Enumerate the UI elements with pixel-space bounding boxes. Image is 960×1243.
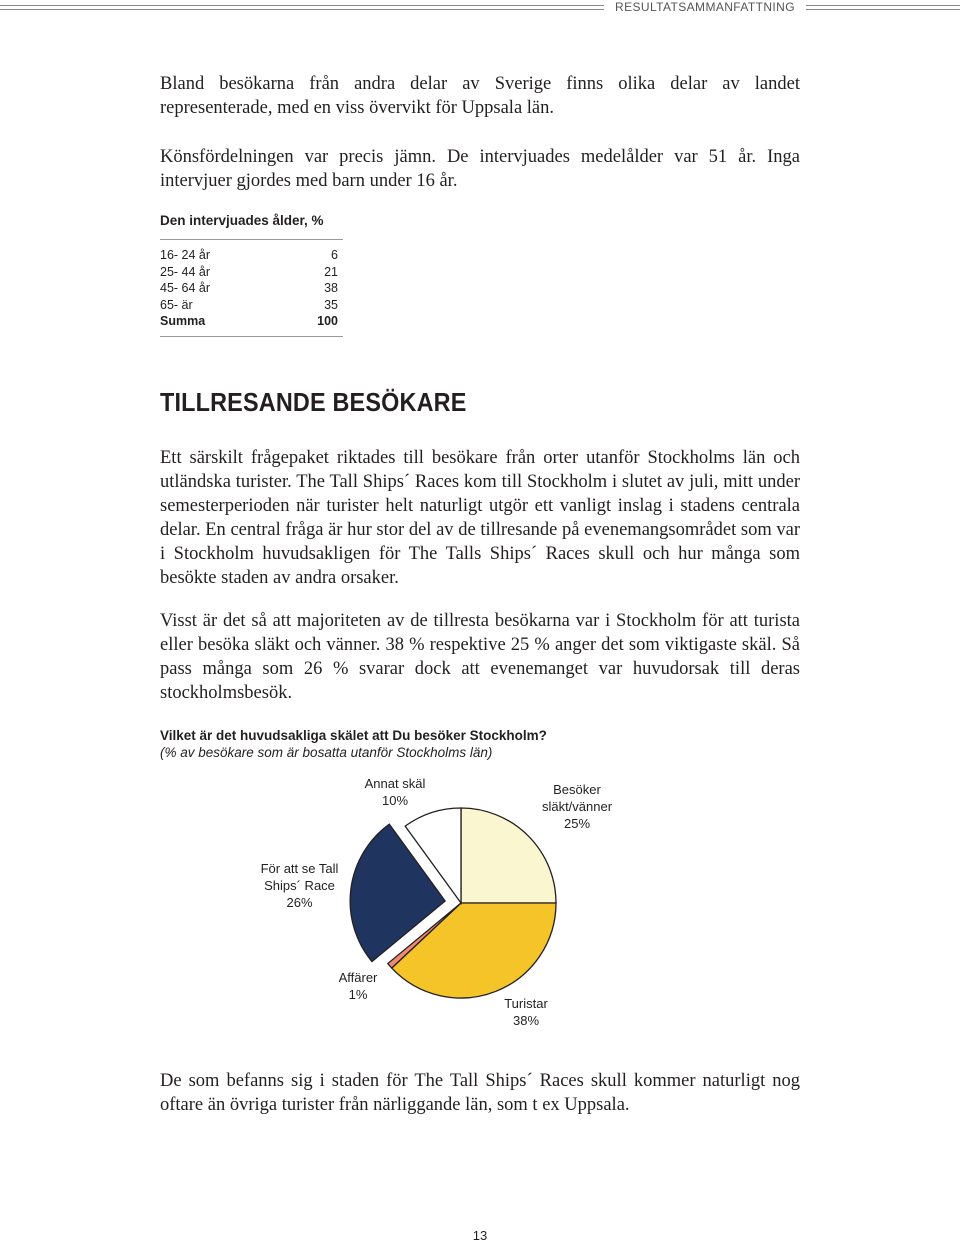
pie-label-slakt-pct: 25% (563, 816, 591, 831)
age-table-row-label: 25- 44 år (160, 265, 211, 279)
section-paragraph-1: Ett särskilt frågepaket riktades till besökare från orter utanför Stockholms län och utländska turister. The Tall Ships´ Races kom till Stockholm i slutet av juli, mitt under semesterperioden när turister helt naturligt utgör ett vanligt inslag i stadens centrala delar. En central fråga är hur stor del av de tillresande på evenemangsområdet som var i Stockholm huvudsakligen för The Talls Ships´ Races skull och hur många som besökte staden av andra orsaker. (160, 448, 800, 588)
age-table-title: Den intervjuades ålder, % (160, 213, 324, 228)
age-table-row-value: 35 (324, 298, 338, 312)
age-table-row-label: 16- 24 år (160, 248, 211, 262)
age-table-total-label: Summa (160, 314, 206, 328)
pie-label-slakt (522, 781, 632, 832)
pie-label-tallships-name-1: För att se Tall (260, 861, 339, 876)
pie-label-slakt-name-2: släkt/vänner (541, 799, 613, 814)
pie-label-annat-name: Annat skäl (364, 776, 426, 791)
pie-label-slakt-name-1: Besöker (553, 782, 601, 797)
pie-label-affarer (318, 969, 398, 1003)
age-table-row-label: 65- är (160, 298, 193, 312)
age-table-row-value: 38 (324, 281, 338, 295)
age-table-total-value: 100 (317, 314, 338, 328)
section-heading: TILLRESANDE BESÖKARE (160, 387, 467, 417)
pie-label-tallships-pct: 26% (286, 895, 313, 910)
pie-label-annat (345, 775, 445, 809)
pie-label-tallships-name-2: Ships´ Race (264, 878, 335, 893)
intro-paragraph-1: Bland besökarna från andra delar av Sverige finns olika delar av landet representerade, med en viss övervikt för Uppsala län. (160, 74, 800, 118)
page-number: 13 (472, 1228, 488, 1243)
pie-label-tallships (243, 860, 356, 911)
intro-paragraph-2: Könsfördelningen var precis jämn. De intervjuades medelålder var 51 år. Inga intervjuer gjordes med barn under 16 år. (160, 147, 800, 191)
pie-label-affarer-name: Affärer (338, 970, 378, 985)
chart-title: Vilket är det huvudsakliga skälet att Du besöker Stockholm? (160, 728, 547, 743)
pie-label-turistar-pct: 38% (512, 1013, 540, 1028)
chart-subtitle: (% av besökare som är bosatta utanför Stockholms län) (160, 745, 493, 760)
pie-label-turistar (486, 995, 566, 1029)
age-table-row-value: 6 (331, 248, 338, 262)
section-paragraph-3: De som befanns sig i staden för The Tall Ships´ Races skull kommer naturligt nog oftare än övriga turister från närliggande län, som t ex Uppsala. (160, 1071, 800, 1115)
age-table-row-label: 45- 64 år (160, 281, 211, 295)
pie-label-turistar-name: Turistar (504, 996, 548, 1011)
pie-label-affarer-pct: 1% (348, 987, 368, 1002)
pie-label-annat-pct: 10% (381, 793, 409, 808)
running-head: RESULTATSAMMANFATTNING (610, 0, 800, 14)
section-paragraph-2: Visst är det så att majoriteten av de tillresta besökarna var i Stockholm för att turista eller besöka släkt och vänner. 38 % respektive 25 % anger det som viktigaste skäl. Så pass många som 26 % svarar dock att evenemanget var huvudorsak till deras stockholmsbesök. (160, 611, 800, 703)
age-table-row-value: 21 (324, 265, 338, 279)
